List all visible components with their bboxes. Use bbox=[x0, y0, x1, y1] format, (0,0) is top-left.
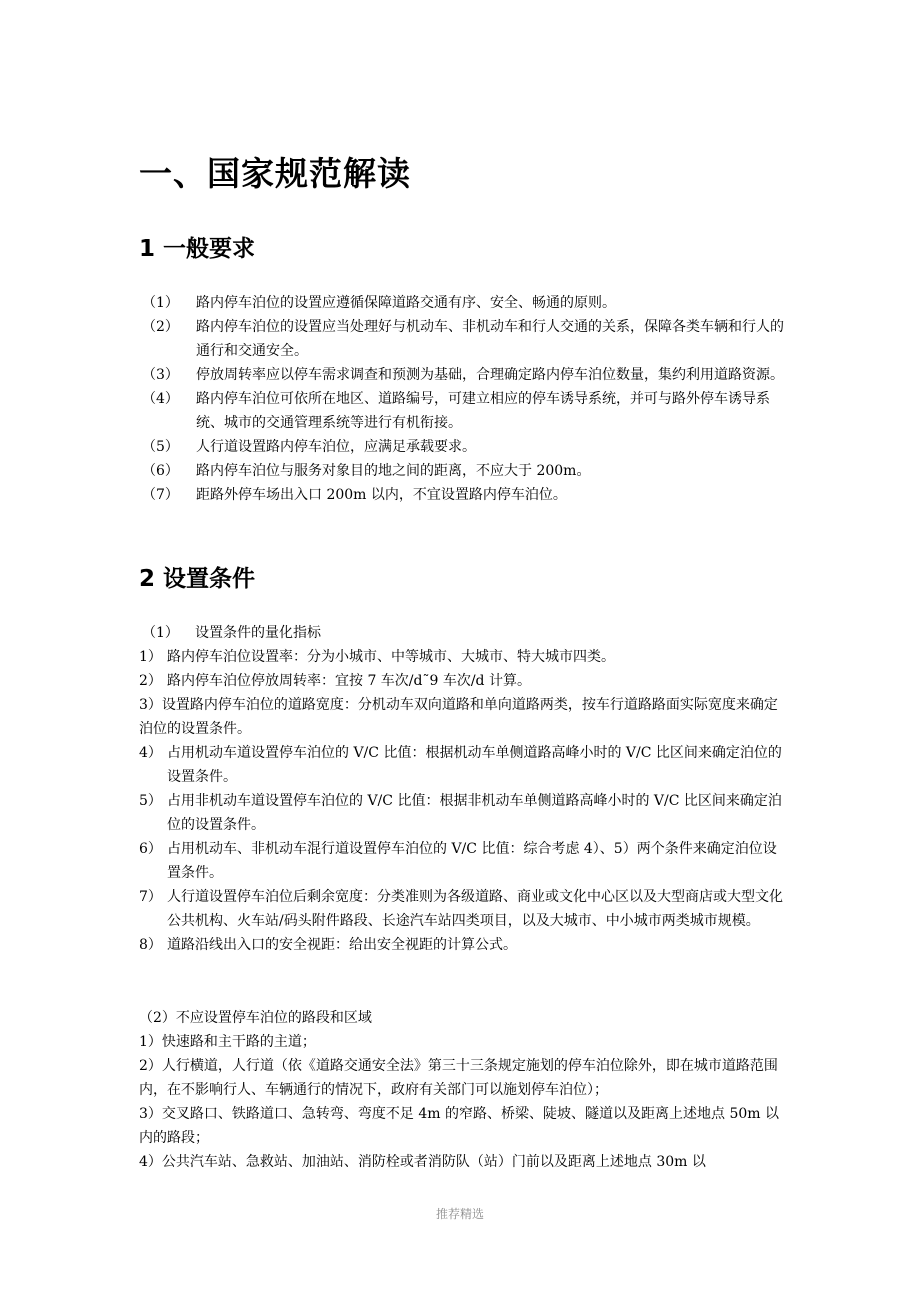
list-item-text: 占用非机动车道设置停车泊位的 V/C 比值：根据非机动车单侧道路高峰小时的 V/C 比区间来确定泊位的设置条件。 bbox=[167, 793, 782, 833]
list-item bbox=[139, 933, 784, 957]
list-item-text: 占用机动车、非机动车混行道设置停车泊位的 V/C 比值：综合考虑 4）、5）两个条件来确定泊位设置条件。 bbox=[167, 841, 777, 881]
list-item-number: （7） bbox=[142, 487, 179, 503]
list-item bbox=[139, 315, 784, 363]
prohibited-areas-list bbox=[139, 1030, 784, 1174]
subsection-heading-prohibited: （2）不应设置停车泊位的路段和区域 bbox=[139, 1010, 372, 1026]
prohibited-item: 2）人行横道，人行道（依《道路交通安全法》第三十三条规定施划的停车泊位除外，即在城市道路范围内，在不影响行人、车辆通行的情况下，政府有关部门可以施划停车泊位）； bbox=[139, 1058, 778, 1098]
subsection-title: 设置条件的量化指标 bbox=[195, 625, 321, 641]
list-item-number: （6） bbox=[142, 463, 179, 479]
list-item-text: 路内停车泊位停放周转率：宜按 7 车次/d˜9 车次/d 计算。 bbox=[167, 673, 531, 689]
list-item-number: （1） bbox=[142, 295, 179, 311]
list-item bbox=[139, 885, 784, 933]
list-item-number: 4） bbox=[139, 745, 162, 761]
list-item bbox=[139, 459, 784, 483]
list-item-number: 3） bbox=[139, 697, 162, 713]
list-item bbox=[139, 435, 784, 459]
list-item-number: 5） bbox=[139, 793, 162, 809]
list-item-number: 6） bbox=[139, 841, 162, 857]
list-item-number: （5） bbox=[142, 439, 179, 455]
footer-text: 推荐精选 bbox=[435, 1207, 484, 1221]
list-item bbox=[139, 387, 784, 435]
list-item bbox=[139, 837, 784, 885]
list-item-number: （4） bbox=[142, 391, 179, 407]
list-item-text: 路内停车泊位与服务对象目的地之间的距离，不应大于 200m。 bbox=[196, 463, 591, 479]
list-item-number: 8） bbox=[139, 937, 162, 953]
section-heading-general: 1 一般要求 bbox=[139, 236, 256, 262]
prohibited-item: 4）公共汽车站、急救站、加油站、消防栓或者消防队（站）门前以及距离上述地点 30m 以 bbox=[139, 1154, 706, 1170]
list-item-text: 占用机动车道设置停车泊位的 V/C 比值：根据机动车单侧道路高峰小时的 V/C 比区间来确定泊位的设置条件。 bbox=[167, 745, 782, 785]
list-item bbox=[139, 291, 784, 315]
list-item-text: 人行道设置路内停车泊位，应满足承载要求。 bbox=[196, 439, 476, 455]
list-item-text: 道路沿线出入口的安全视距：给出安全视距的计算公式。 bbox=[167, 937, 517, 953]
list-item-text: 路内停车泊位设置率：分为小城市、中等城市、大城市、特大城市四类。 bbox=[167, 649, 615, 665]
general-requirements-list bbox=[139, 291, 784, 507]
prohibited-item: 1）快速路和主干路的主道； bbox=[139, 1034, 316, 1050]
section-heading-conditions: 2 设置条件 bbox=[139, 566, 256, 592]
list-item-number: 1） bbox=[139, 649, 162, 665]
subsection-number: （1） bbox=[142, 625, 179, 641]
list-item-text: 路内停车泊位可依所在地区、道路编号，可建立相应的停车诱导系统，并可与路外停车诱导系统、城市的交通管理系统等进行有机衔接。 bbox=[196, 391, 770, 431]
list-item-number: 7） bbox=[139, 889, 162, 905]
list-item bbox=[139, 483, 784, 507]
list-item-text: 路内停车泊位的设置应遵循保障道路交通有序、安全、畅通的原则。 bbox=[196, 295, 616, 311]
list-item-text: 人行道设置停车泊位后剩余宽度：分类准则为各级道路、商业或文化中心区以及大型商店或大型文化公共机构、火车站/码头附件路段、长途汽车站四类项目，以及大城市、中小城市两类城市规模。 bbox=[167, 889, 783, 929]
list-item bbox=[139, 789, 784, 837]
prohibited-areas-block bbox=[139, 1006, 784, 1174]
list-item bbox=[139, 363, 784, 387]
list-item bbox=[139, 645, 784, 669]
subsection-heading-quantitative bbox=[142, 621, 782, 645]
list-item bbox=[139, 693, 784, 741]
list-item-text: 设置路内停车泊位的道路宽度：分机动车双向道路和单向道路两类，按车行道路路面实际宽度来确定泊位的设置条件。 bbox=[139, 697, 778, 737]
list-item-number: （3） bbox=[142, 367, 179, 383]
list-item-text: 停放周转率应以停车需求调查和预测为基础，合理确定路内停车泊位数量，集约利用道路资源。 bbox=[196, 367, 784, 383]
list-item bbox=[139, 741, 784, 789]
page-title: 一、国家规范解读 bbox=[139, 154, 411, 193]
list-item bbox=[139, 669, 784, 693]
list-item-number: 2） bbox=[139, 673, 162, 689]
list-item-text: 距路外停车场出入口 200m 以内，不宜设置路内停车泊位。 bbox=[196, 487, 567, 503]
list-item-number: （2） bbox=[142, 319, 179, 335]
quantitative-indicators-list bbox=[139, 645, 784, 957]
prohibited-item: 3）交叉路口、铁路道口、急转弯、弯度不足 4m 的窄路、桥梁、陡坡、隧道以及距离上述地点 50m 以内的路段； bbox=[139, 1106, 779, 1146]
list-item-text: 路内停车泊位的设置应当处理好与机动车、非机动车和行人交通的关系，保障各类车辆和行人的通行和交通安全。 bbox=[196, 319, 784, 359]
